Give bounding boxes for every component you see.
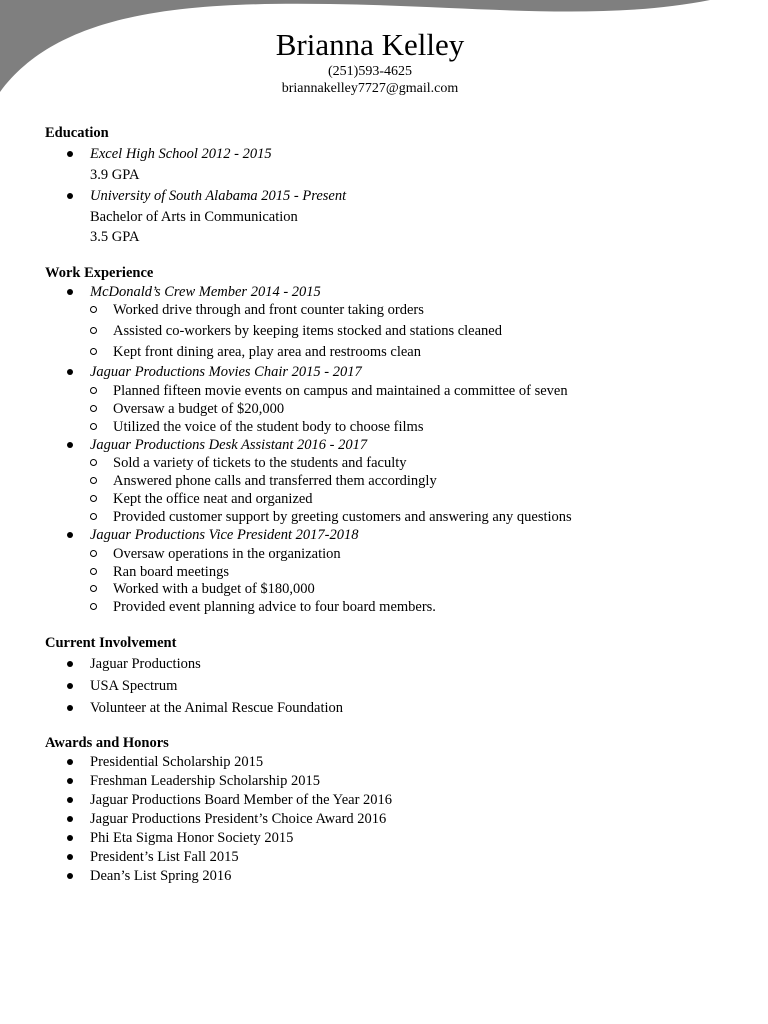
bullet-icon [67,854,73,860]
bullet-icon [67,369,73,375]
job-duty: Provided event planning advice to four board members. [113,599,436,615]
bullet-icon [67,778,73,784]
bullet-icon [67,532,73,538]
bullet-icon [67,835,73,841]
education-item-title: University of South Alabama 2015 - Present [90,188,347,204]
resume-header [0,27,740,97]
job-duty: Worked drive through and front counter taking orders [113,302,424,318]
sub-bullet-icon [90,459,97,466]
job-duty: Kept front dining area, play area and restrooms clean [113,344,421,360]
bullet-icon [67,289,73,295]
bullet-icon [67,683,73,689]
sub-bullet-icon [90,603,97,610]
education-heading: Education [45,125,109,141]
sub-bullet-icon [90,387,97,394]
job-title: Jaguar Productions Movies Chair 2015 - 2017 [90,364,362,380]
job-duty: Provided customer support by greeting customers and answering any questions [113,509,572,525]
award-item: Phi Eta Sigma Honor Society 2015 [90,830,294,846]
sub-bullet-icon [90,423,97,430]
bullet-icon [67,797,73,803]
sub-bullet-icon [90,327,97,334]
email-address: briannakelley7727@gmail.com [281,81,459,96]
current-involvement-heading: Current Involvement [45,635,177,651]
award-item: President’s List Fall 2015 [90,849,239,865]
education-item-detail: 3.9 GPA [90,167,140,183]
sub-bullet-icon [90,495,97,502]
job-duty: Planned fifteen movie events on campus and maintained a committee of seven [113,383,568,399]
award-item: Jaguar Productions Board Member of the Year 2016 [90,792,393,808]
bullet-icon [67,151,73,157]
sub-bullet-icon [90,585,97,592]
bullet-icon [67,442,73,448]
education-item-title: Excel High School 2012 - 2015 [90,146,272,162]
bullet-icon [67,705,73,711]
award-item: Jaguar Productions President’s Choice Award 2016 [90,811,387,827]
bullet-icon [67,661,73,667]
job-duty: Sold a variety of tickets to the students and faculty [113,455,407,471]
bullet-icon [67,873,73,879]
job-title: Jaguar Productions Vice President 2017-2018 [90,527,359,543]
applicant-name: Brianna Kelley [275,27,465,62]
job-duty: Assisted co-workers by keeping items stocked and stations cleaned [113,323,502,339]
phone-number: (251)593-4625 [328,64,412,79]
sub-bullet-icon [90,513,97,520]
job-duty: Answered phone calls and transferred them accordingly [113,473,437,489]
sub-bullet-icon [90,550,97,557]
job-duty: Kept the office neat and organized [113,491,313,507]
job-duty: Oversaw operations in the organization [113,546,341,562]
sub-bullet-icon [90,477,97,484]
work-experience-heading: Work Experience [45,265,154,281]
job-duty: Utilized the voice of the student body to choose films [113,419,424,435]
involvement-item: Volunteer at the Animal Rescue Foundation [90,700,344,716]
job-title: McDonald’s Crew Member 2014 - 2015 [90,284,321,300]
award-item: Freshman Leadership Scholarship 2015 [90,773,320,789]
job-duty: Ran board meetings [113,564,229,580]
award-item: Dean’s List Spring 2016 [90,868,232,884]
awards-heading: Awards and Honors [45,735,169,751]
bullet-icon [67,193,73,199]
sub-bullet-icon [90,306,97,313]
job-duty: Worked with a budget of $180,000 [113,581,315,597]
sub-bullet-icon [90,405,97,412]
job-title: Jaguar Productions Desk Assistant 2016 - 2017 [90,437,368,453]
involvement-item: USA Spectrum [90,678,178,694]
involvement-item: Jaguar Productions [90,656,201,672]
education-item-detail: 3.5 GPA [90,229,140,245]
award-item: Presidential Scholarship 2015 [90,754,264,770]
job-duty: Oversaw a budget of $20,000 [113,401,285,417]
education-item-detail: Bachelor of Arts in Communication [90,209,298,225]
bullet-icon [67,816,73,822]
sub-bullet-icon [90,568,97,575]
bullet-icon [67,759,73,765]
sub-bullet-icon [90,348,97,355]
